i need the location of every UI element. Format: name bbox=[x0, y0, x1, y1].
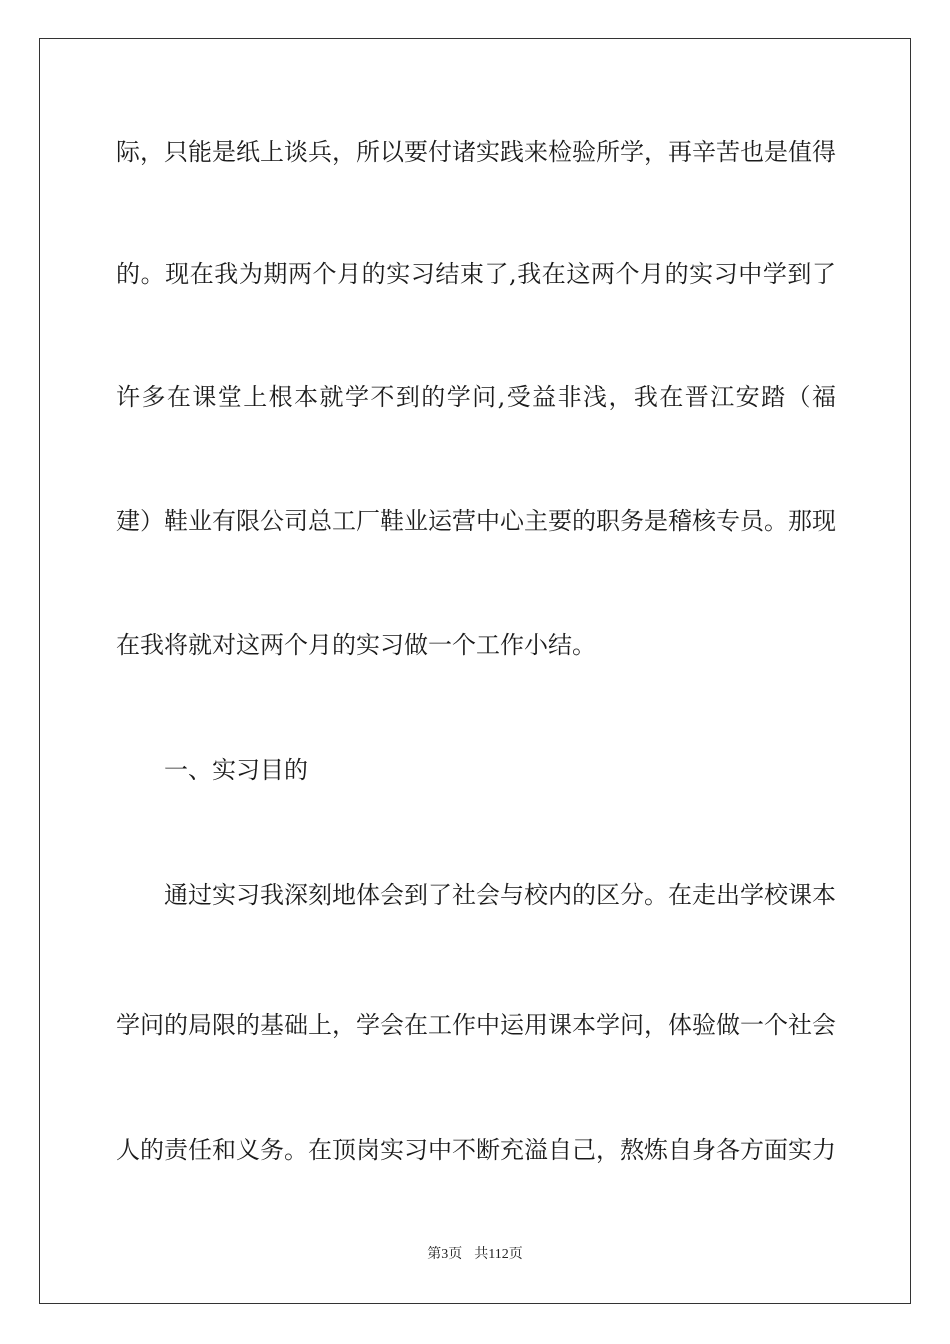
page-footer bbox=[0, 1246, 950, 1264]
section-line-3: 人的责任和义务。在顶岗实习中不断充溢自己，熬炼自身各方面实力 bbox=[116, 1136, 836, 1164]
section-heading: 一、实习目的 bbox=[164, 756, 308, 784]
paragraph-line-5: 在我将就对这两个月的实习做一个工作小结。 bbox=[116, 631, 596, 659]
paragraph-line-1: 际，只能是纸上谈兵，所以要付诸实践来检验所学，再辛苦也是值得 bbox=[116, 138, 836, 166]
paragraph-line-4: 建）鞋业有限公司总工厂鞋业运营中心主要的职务是稽核专员。那现 bbox=[116, 507, 836, 535]
section-line-1: 通过实习我深刻地体会到了社会与校内的区分。在走出学校课本 bbox=[164, 881, 836, 909]
paragraph-line-3: 许多在课堂上根本就学不到的学问,受益非浅，我在晋江安踏（福 bbox=[116, 383, 836, 411]
section-line-2: 学问的局限的基础上，学会在工作中运用课本学问，体验做一个社会 bbox=[116, 1011, 836, 1039]
page-border bbox=[39, 38, 911, 1304]
page-total: 共112页 bbox=[474, 1247, 523, 1262]
paragraph-line-2: 的。现在我为期两个月的实习结束了,我在这两个月的实习中学到了 bbox=[116, 260, 836, 288]
page-number: 第3页 bbox=[427, 1247, 463, 1262]
